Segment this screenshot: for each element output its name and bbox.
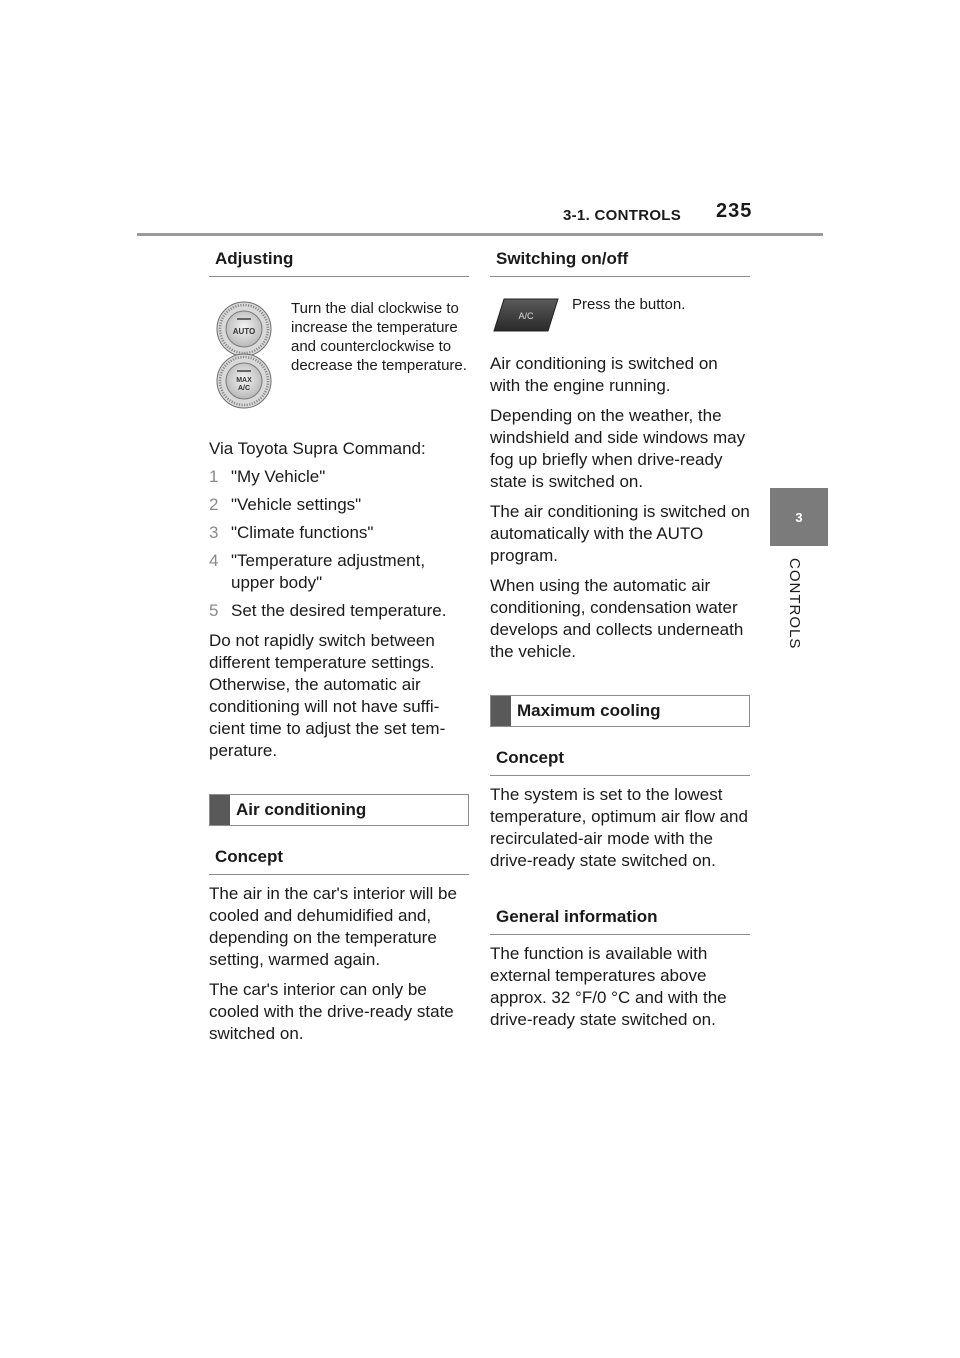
dial-max-label-2: A/C	[237, 385, 251, 392]
heading-bar	[491, 696, 511, 726]
ac-paragraph-2: Depending on the weather, the windshield and side windows may fog up briefly when drive-ready state is switched on.	[490, 406, 746, 491]
chapter-tab-label: CONTROLS	[786, 558, 803, 650]
air-conditioning-heading	[209, 794, 469, 826]
concept-heading: Concept	[209, 838, 469, 875]
step-text: "My Vehicle"	[231, 467, 326, 486]
step-number: 2	[209, 495, 219, 514]
heading-bar	[210, 795, 230, 825]
dial-auto-label: AUTO	[232, 327, 256, 336]
list-item	[209, 600, 469, 622]
general-information-heading: General information	[490, 898, 750, 935]
list-item	[209, 522, 469, 544]
maximum-cooling-heading	[490, 695, 750, 727]
max-concept-heading: Concept	[490, 739, 750, 776]
step-text: Set the desired temperature.	[231, 601, 447, 620]
concept-paragraph-2: The car's interior can only be cooled with the drive-ready state switched on.	[209, 980, 454, 1043]
step-number: 3	[209, 523, 219, 542]
step-number: 4	[209, 551, 219, 570]
page-number: 235	[716, 200, 753, 222]
ac-paragraph-1: Air conditioning is switched on with the engine running.	[490, 354, 718, 395]
general-information-paragraph: The function is available with external temperatures above approx. 32 °F/0 °C and with the drive-ready state switched on.	[490, 944, 727, 1029]
left-column	[209, 240, 469, 1045]
air-conditioning-heading-text: Air conditioning	[236, 800, 367, 819]
warning-text: Do not rapidly switch between different temperature settings. Otherwise, the automatic air conditioning will not have sufficient time to adjust the set temperature.	[209, 631, 446, 760]
list-item	[209, 466, 469, 488]
step-text: "Temperature adjustment, upper body"	[231, 551, 426, 592]
step-text: "Vehicle settings"	[231, 495, 362, 514]
ac-button-caption: Press the button.	[572, 296, 686, 313]
step-number: 1	[209, 467, 219, 486]
adjusting-heading: Adjusting	[209, 240, 469, 277]
step-text: "Climate functions"	[231, 523, 374, 542]
ac-button-block	[490, 295, 750, 341]
maximum-cooling-heading-text: Maximum cooling	[517, 701, 661, 720]
dials-image	[209, 299, 291, 416]
dial-illustration-block	[209, 299, 469, 416]
ac-button-icon	[490, 295, 562, 335]
switching-heading: Switching on/off	[490, 240, 750, 277]
concept-paragraph-1: The air in the car's interior will be cooled and dehumidified and, depending on the temperature setting, warmed again.	[209, 884, 457, 969]
max-concept-paragraph: The system is set to the lowest temperature, optimum air flow and recirculated-air mode with the drive-ready state switched on.	[490, 785, 748, 870]
ac-button-image	[490, 295, 572, 341]
steps-list	[209, 466, 469, 622]
ac-paragraph-4: When using the automatic air conditioning, condensation water develops and collects underneath the vehicle.	[490, 576, 744, 661]
via-command-text: Via Toyota Supra Command:	[209, 439, 426, 458]
chapter-tab-number: 3	[770, 488, 828, 546]
right-column	[490, 240, 750, 1031]
dial-caption: Turn the dial clockwise to increase the temperature and counterclockwise to decrease the temperature.	[291, 300, 467, 374]
temperature-dial-icon	[209, 299, 279, 411]
step-number: 5	[209, 601, 219, 620]
ac-button-label: A/C	[518, 311, 534, 321]
ac-paragraph-3: The air conditioning is switched on automatically with the AUTO program.	[490, 502, 750, 565]
header-rule	[137, 233, 823, 236]
list-item	[209, 550, 469, 594]
dial-max-label-1: MAX	[236, 377, 252, 384]
list-item	[209, 494, 469, 516]
running-header-section: 3-1. CONTROLS	[563, 207, 682, 224]
